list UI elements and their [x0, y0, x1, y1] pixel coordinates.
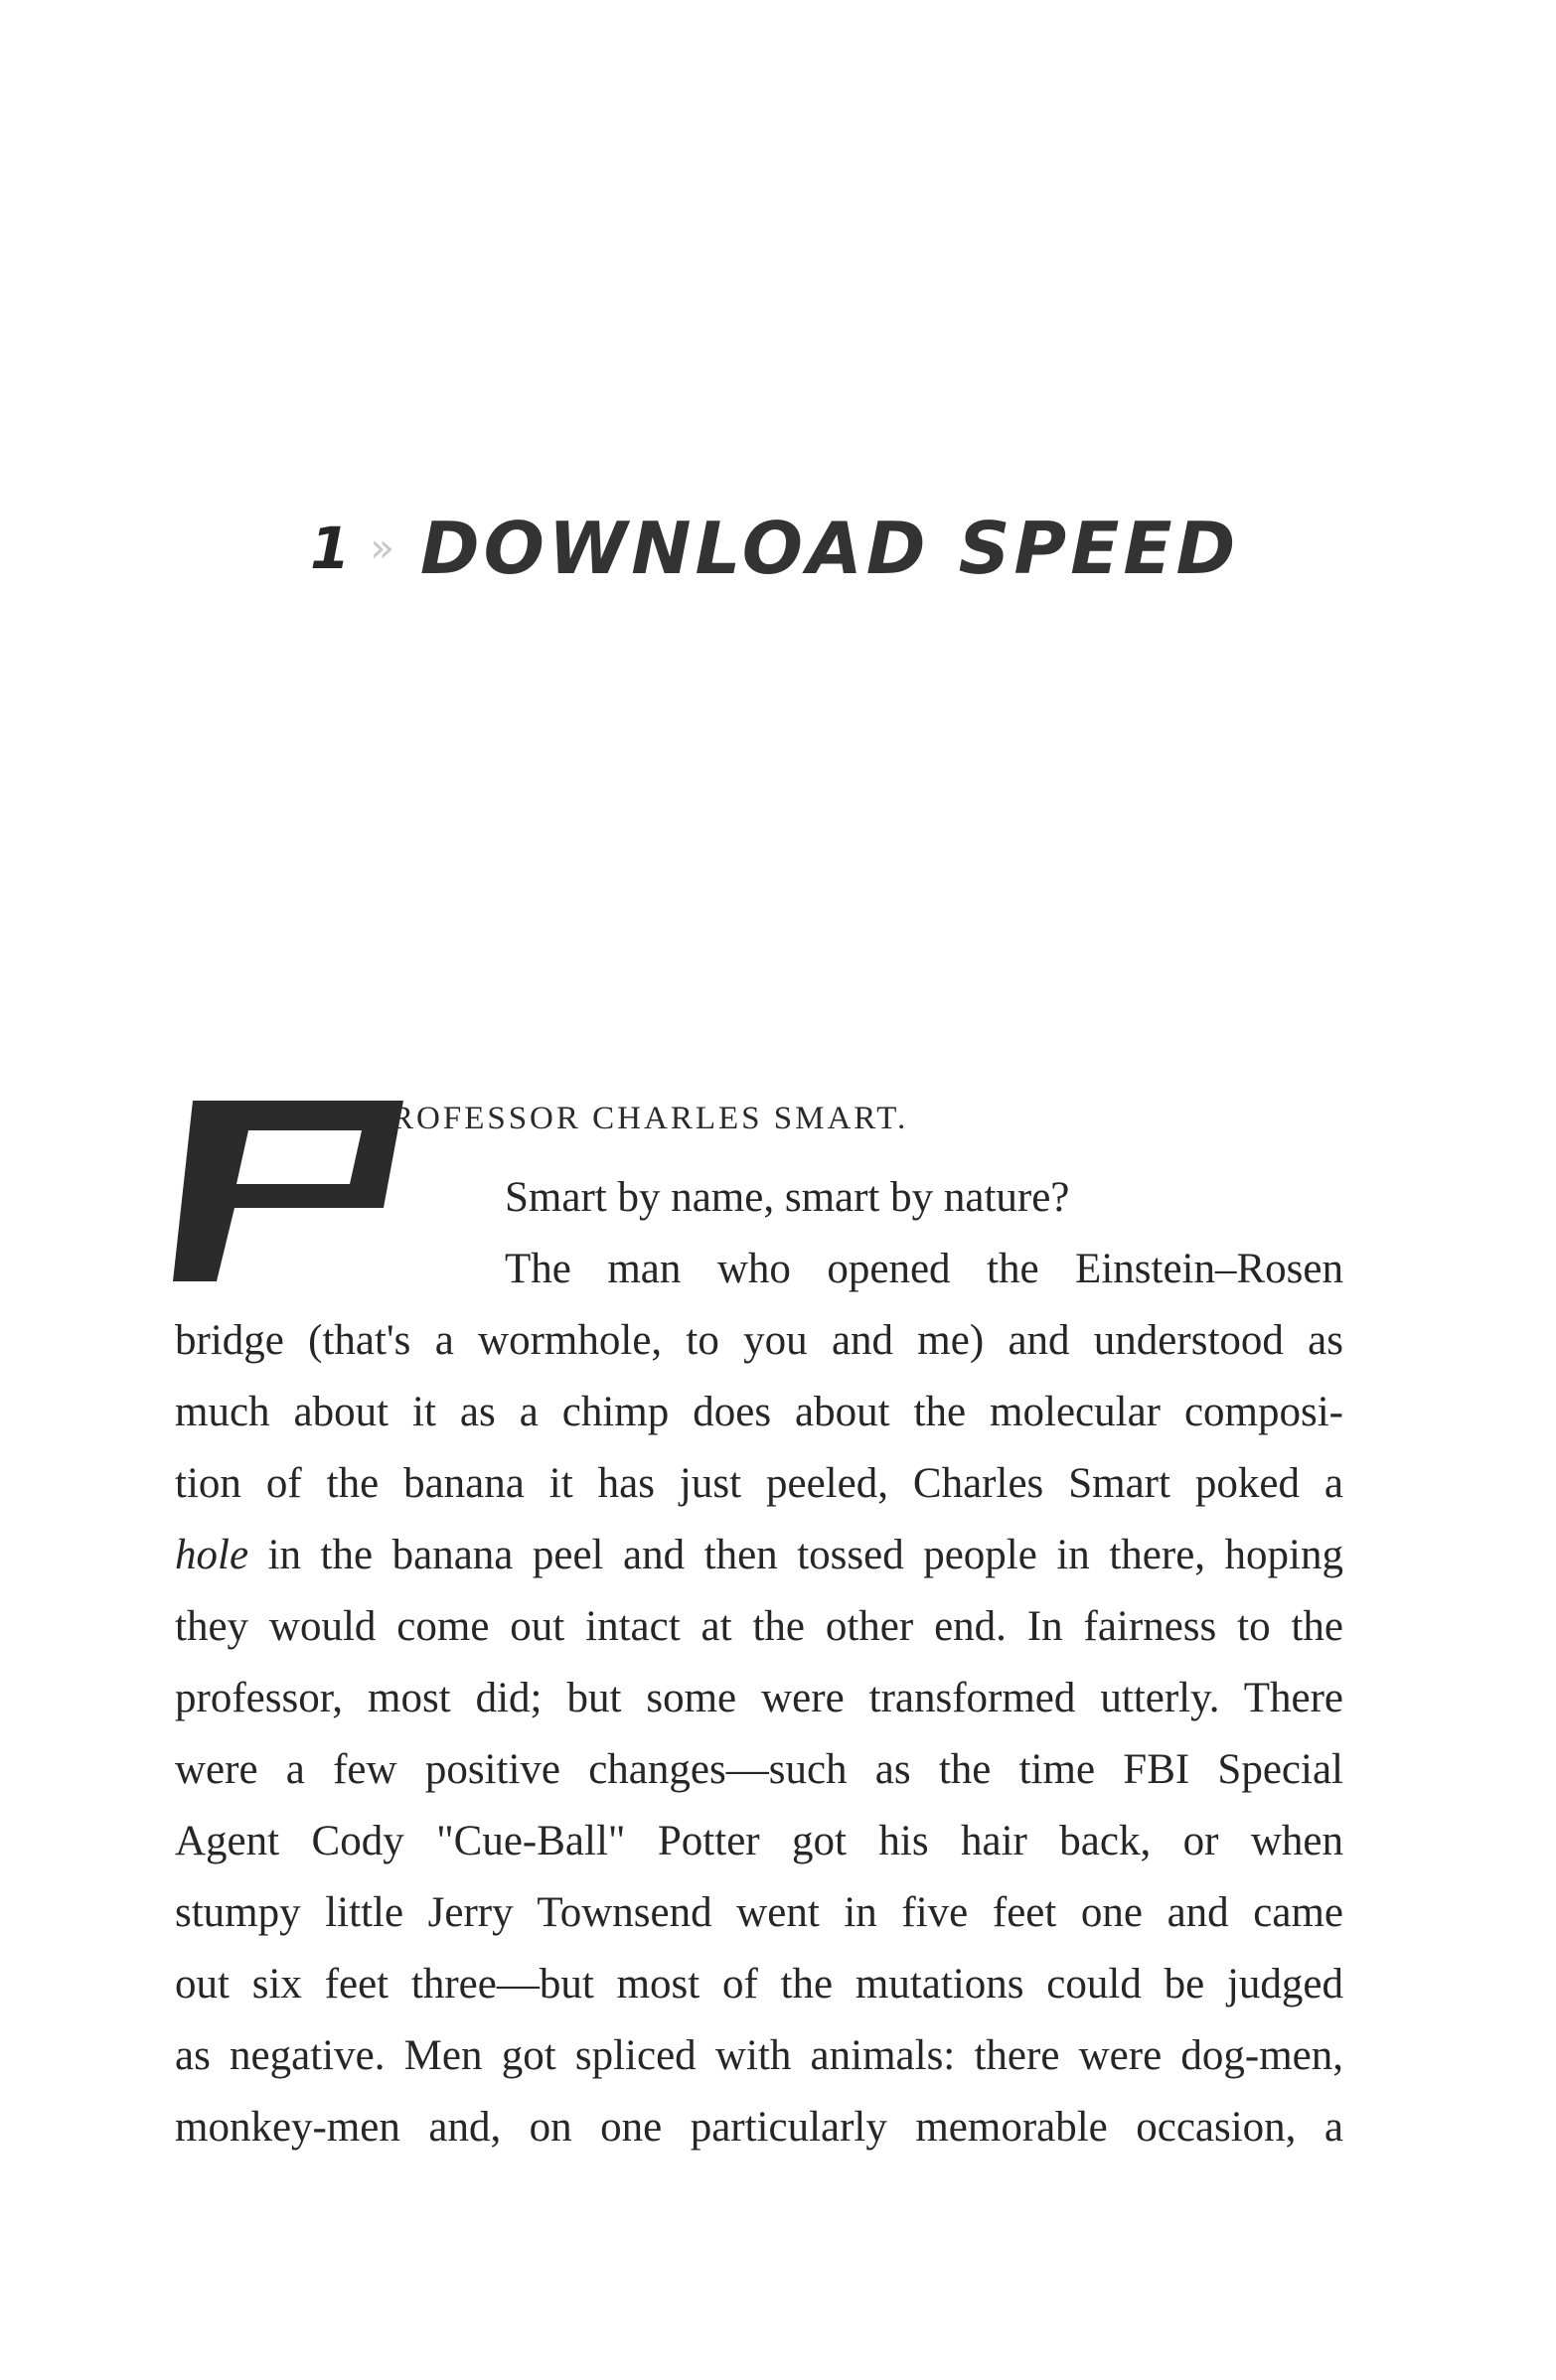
drop-cap — [173, 1091, 411, 1281]
text-line: monkey-men and, on one particularly memorable occasion, a — [175, 2104, 1343, 2151]
text-line: were a few positive changes—such as the time FBI Special — [175, 1746, 1343, 1793]
text-line: out six feet three—but most of the mutations could be judged — [175, 1961, 1343, 2008]
text-line: stumpy little Jerry Townsend went in five feet one and came — [175, 1889, 1343, 1936]
chapter-number: 1 — [310, 515, 351, 582]
text-line: much about it as a chimp does about the molecular composi- — [175, 1389, 1343, 1435]
chevron-separator-icon: » — [370, 525, 394, 571]
text-line: professor, most did; but some were transformed utterly. There — [175, 1675, 1343, 1721]
drop-cap-letter-p-icon — [173, 1091, 411, 1281]
text-line: Agent Cody "Cue-Ball" Potter got his hair back, or when — [175, 1818, 1343, 1864]
text-line: Smart by name, smart by nature? — [505, 1174, 1070, 1221]
opening-line: ROFESSOR CHARLES SMART. — [391, 1101, 909, 1136]
text-line: bridge (that's a wormhole, to you and me) and understood as — [175, 1317, 1343, 1364]
text-line: The man who opened the Einstein–Rosen — [505, 1246, 1343, 1292]
text-line: they would come out intact at the other end. In fairness to the — [175, 1603, 1343, 1650]
chapter-title: DOWNLOAD SPEED — [419, 507, 1240, 590]
text-line: as negative. Men got spliced with animals: there were dog-men, — [175, 2032, 1343, 2079]
chapter-heading — [310, 509, 1239, 588]
text-line: tion of the banana it has just peeled, Charles Smart poked a — [175, 1460, 1343, 1507]
text-line: hole in the banana peel and then tossed people in there, hoping — [175, 1532, 1343, 1578]
